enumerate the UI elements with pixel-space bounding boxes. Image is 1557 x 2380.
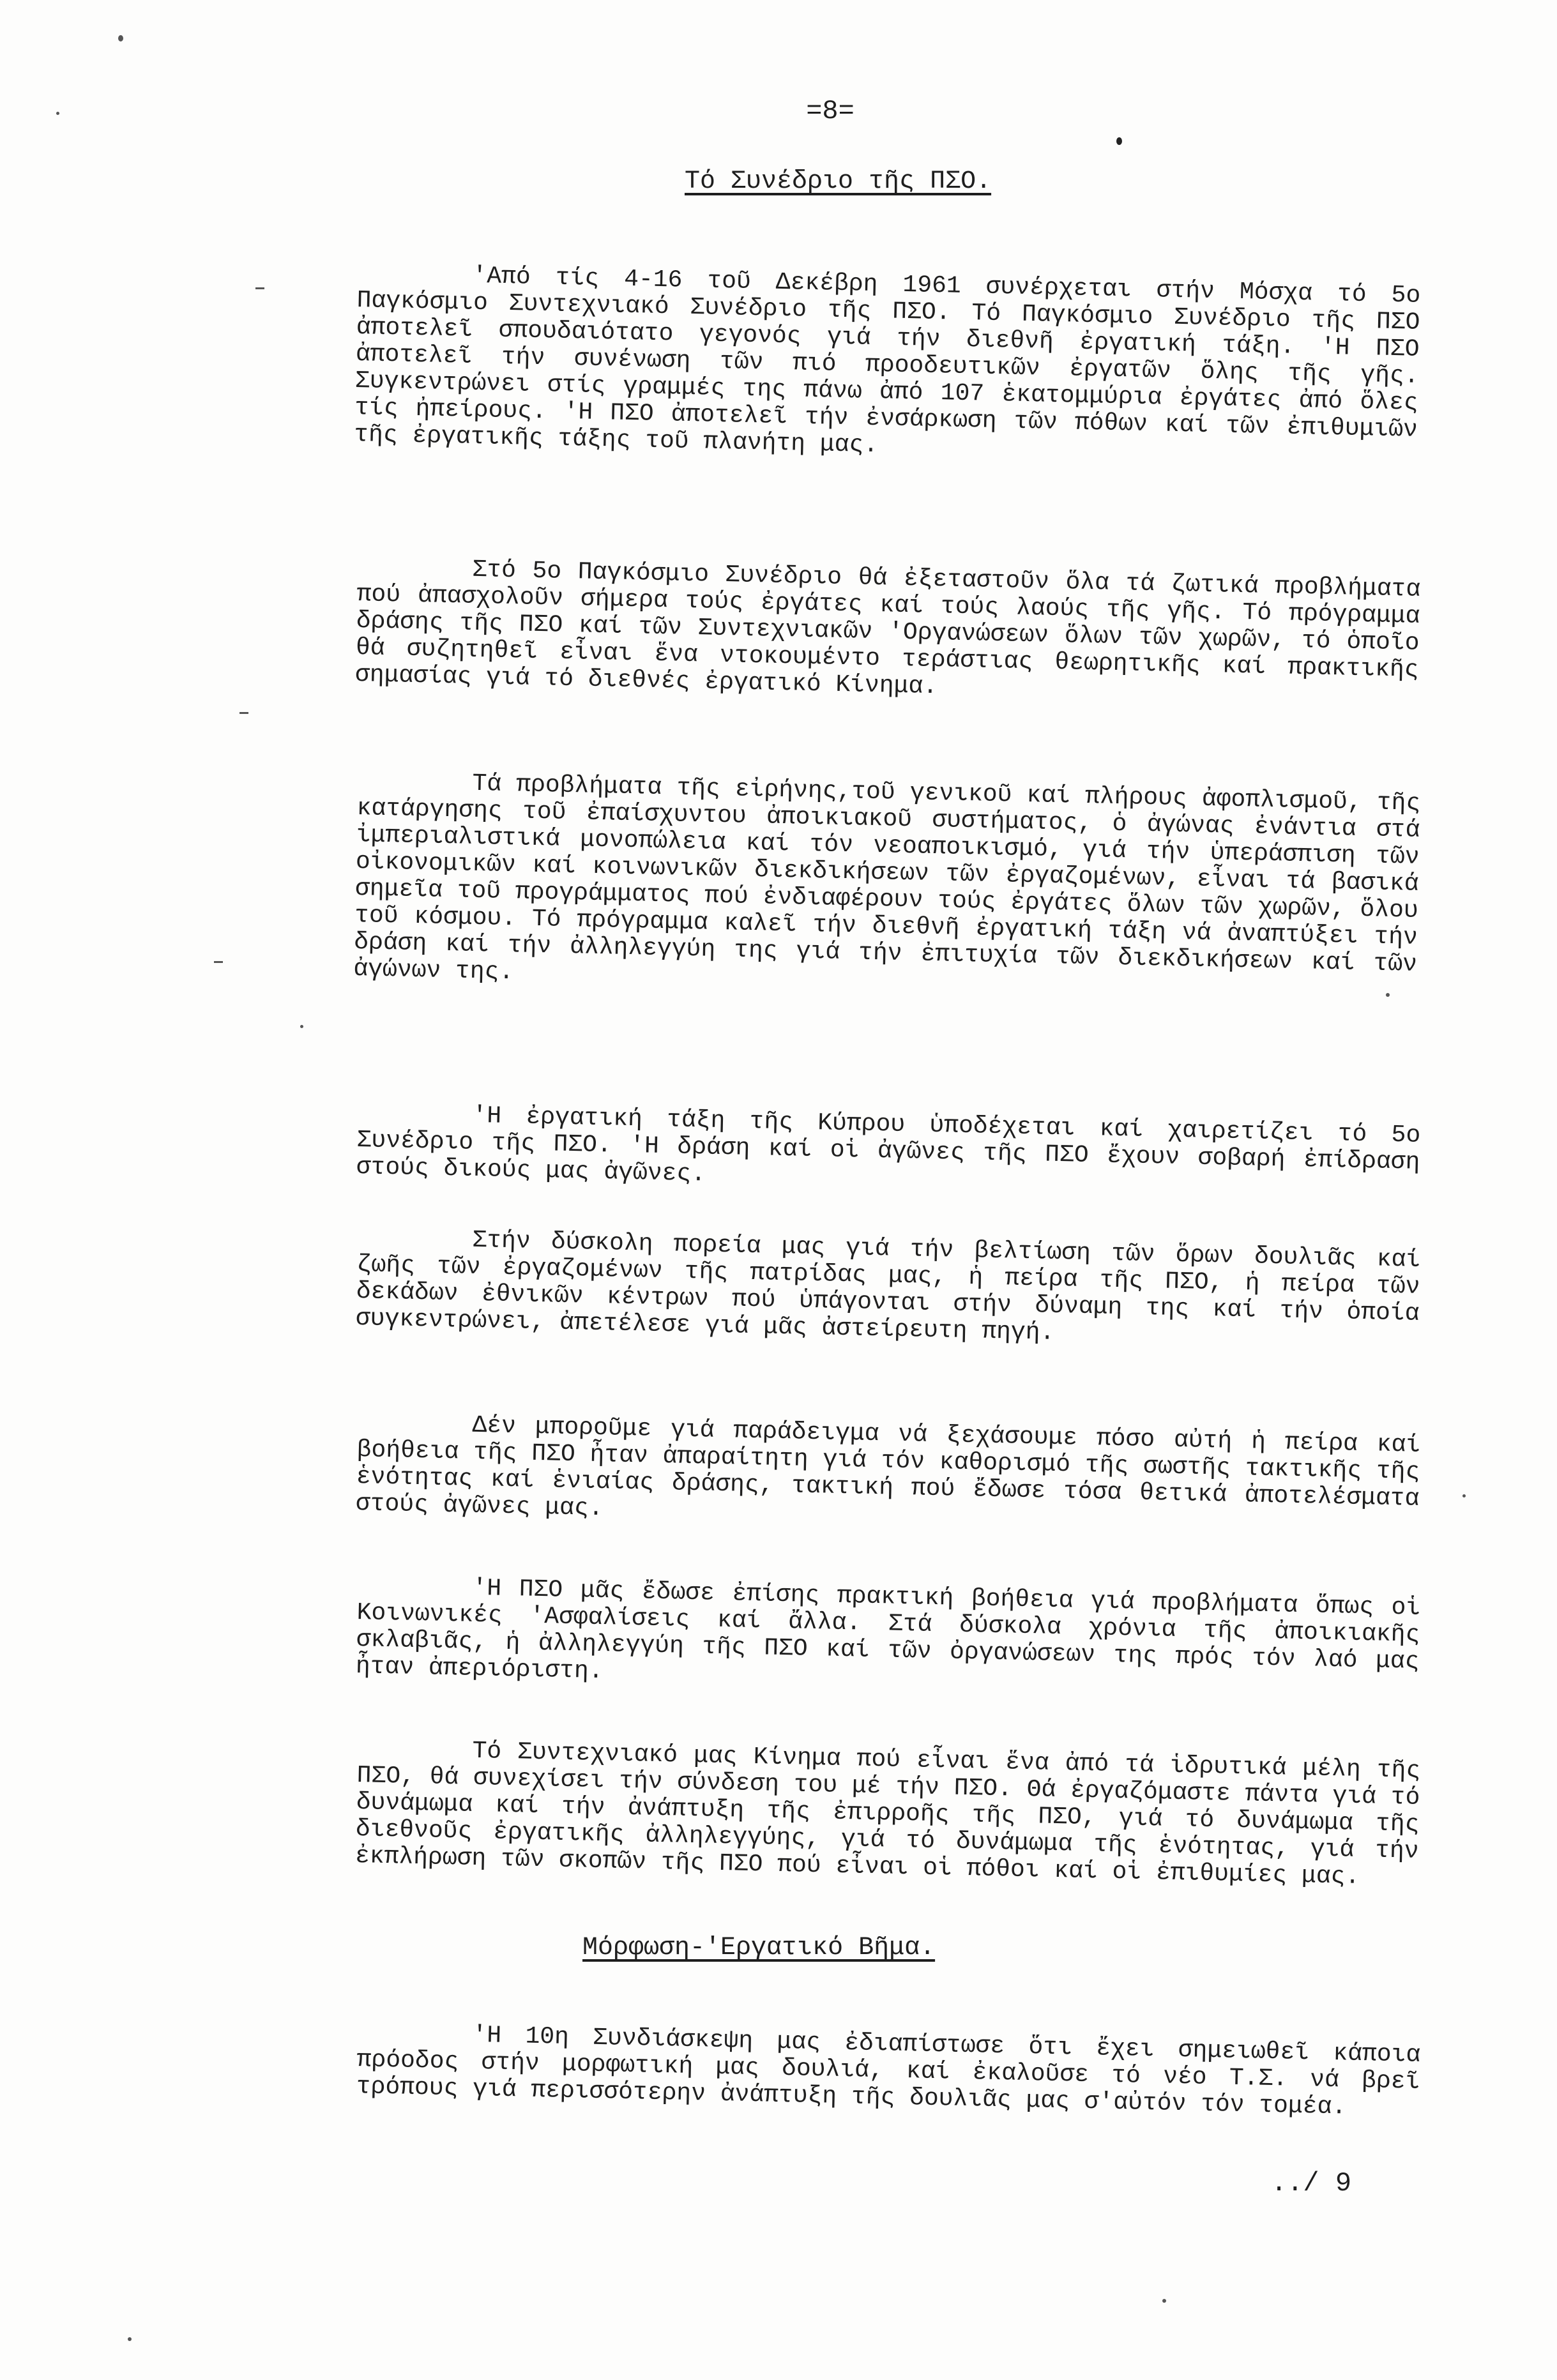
margin-mark [255, 287, 264, 289]
paragraph: Στό 5ο Παγκόσμιο Συνέδριο θά ἐξεταστοῦν ὅλα τά ζωτικά προβλήματα πού ἀπασχολοῦν σήμερα τούς ἐργάτες καί τούς λαούς τῆς γῆς. Τό πρόγραμμα δράσης τῆς ΠΣΟ καί τῶν Συντεχνιακῶν 'Οργανώσεων ὅλων τῶν χωρῶν, τό ὁποῖο θά συζητηθεῖ εἶναι ἕνα ντοκουμέντο τεράστιας θεωρητικῆς καί πρακτικῆς σημασίας γιά τό διεθνές ἐργατικό Κίνημα. [354, 556, 1421, 701]
scan-speck [1116, 137, 1122, 145]
paragraph: Τό Συντεχνιακό μας Κίνημα πού εἶναι ἕνα ἀπό τά ἱδρυτικά μέλη τῆς ΠΣΟ, θά συνεχίσει τήν σύνδεση του μέ τήν ΠΣΟ. Θά ἐργαζόμαστε πάντα γιά τό δυνάμωμα καί τήν ἀνάπτυξη τῆς ἐπιρροῆς τῆς ΠΣΟ, γιά τό δυνάμωμα τῆς διεθνοῦς ἐργατικῆς ἀλληλεγγύης, γιά τό δυνάμωμα τῆς ἑνότητας, γιά τήν ἐκπλήρωση τῶν σκοπῶν τῆς ΠΣΟ πού εἶναι οἱ πόθοι καί οἱ ἐπιθυμίες μας. [354, 1737, 1421, 1891]
scan-speck [1162, 2299, 1166, 2303]
paragraph: 'Η 10η Συνδιάσκεψη μας ἐδιαπίστωσε ὅτι ἔχει σημειωθεῖ κάποια πρόοδος στήν μορφωτική μας δουλιά, καί ἐκαλοῦσε τό νέο Τ.Σ. νά βρεῖ τρόπους γιά περισσότερην ἀνάπτυξη τῆς δουλιᾶς μας σ'αὐτόν τόν τομέα. [356, 2021, 1421, 2121]
scan-speck [300, 1025, 303, 1028]
page-number: =8= [806, 96, 854, 126]
section-title: Μόρφωση-'Εργατικό Βῆμα. [582, 1934, 936, 1962]
scan-speck [128, 2337, 132, 2341]
paragraph: 'Η ΠΣΟ μᾶς ἔδωσε ἐπίσης πρακτική βοήθεια γιά προβλήματα ὅπως οἱ Κοινωνικές 'Ασφαλίσεις καί ἄλλα. Στά δύσκολα χρόνια τῆς ἀποικιακῆς σκλαβιᾶς, ἡ ἀλληλεγγύη τῆς ΠΣΟ καί τῶν ὀργανώσεων της πρός τόν λαό μας ἦταν ἀπεριόριστη. [355, 1574, 1421, 1686]
margin-mark [214, 961, 223, 963]
scan-speck [118, 35, 123, 42]
scan-speck [1462, 1494, 1466, 1497]
paragraph: Δέν μποροῦμε γιά παράδειγμα νά ξεχάσουμε πόσο αὐτή ἡ πείρα καί βοήθεια τῆς ΠΣΟ ἦταν ἀπαραίτητη γιά τόν καθορισμό τῆς σωστῆς τακτικῆς τῆς ἑνότητας καί ἑνιαίας δράσης, τακτική πού ἔδωσε τόσα θετικά ἀποτελέσματα στούς ἀγῶνες μας. [355, 1411, 1421, 1523]
paragraph: 'Από τίς 4-16 τοῦ Δεκέβρη 1961 συνέρχεται στήν Μόσχα τό 5ο Παγκόσμιο Συντεχνιακό Συνέδριο τῆς ΠΣΟ. Τό Παγκόσμιο Συνέδριο τῆς ΠΣΟ ἀποτελεῖ σπουδαιότατο γεγονός γιά τήν διεθνῆ ἐργατική τάξη. 'Η ΠΣΟ ἀποτελεῖ τήν συνένωση τῶν πιό προοδευτικῶν ἐργατῶν ὅλης τῆς γῆς. Συγκεντρώνει στίς γραμμές της πάνω ἀπό 107 ἑκατομμύρια ἐργάτες ἀπό ὅλες τίς ἠπείρους. 'Η ΠΣΟ ἀποτελεῖ τήν ἐνσάρκωση τῶν πόθων καί τῶν ἐπιθυμιῶν τῆς ἐργατικῆς τάξης τοῦ πλανήτη μας. [353, 262, 1421, 460]
section-title: Τό Συνέδριο τῆς ΠΣΟ. [685, 167, 992, 196]
margin-mark [239, 712, 248, 714]
continuation-marker: ../ 9 [1271, 2168, 1352, 2199]
paragraph: Στήν δύσκολη πορεία μας γιά τήν βελτίωση τῶν ὅρων δουλιᾶς καί ζωῆς τῶν ἐργαζομένων τῆς πατρίδας μας, ἡ πείρα τῆς ΠΣΟ, ἡ πείρα τῶν δεκάδων ἐθνικῶν κέντρων πού ὑπάγονται στήν δύναμη της καί τήν ὁποία συγκεντρώνει, ἀπετέλεσε γιά μᾶς ἀστείρευτη πηγή. [355, 1226, 1421, 1347]
scan-speck [56, 112, 59, 115]
paragraph: 'Η ἐργατική τάξη τῆς Κύπρου ὑποδέχεται καί χαιρετίζει τό 5ο Συνέδριο τῆς ΠΣΟ. 'Η δράση καί οἱ ἀγῶνες τῆς ΠΣΟ ἔχουν σοβαρή ἐπίδραση στούς δικούς μας ἀγῶνες. [356, 1102, 1421, 1188]
paragraph: Τά προβλήματα τῆς εἰρήνης,τοῦ γενικοῦ καί πλήρους ἀφοπλισμοῦ, τῆς κατάργησης τοῦ ἐπαίσχυντου ἀποικιακοῦ συστήματος, ὁ ἀγώνας ἐνάντια στά ἰμπεριαλιστικά μονοπώλεια καί τόν νεοαποικισμό, γιά τήν ὑπεράσπιση τῶν οἰκονομικῶν καί κοινωνικῶν διεκδικήσεων τῶν ἐργαζομένων, εἶναι τά βασικά σημεῖα τοῦ προγράμματος πού ἐνδιαφέρουν τούς ἐργάτες ὅλων τῶν χωρῶν, ὅλου τοῦ κόσμου. Τό πρόγραμμα καλεῖ τήν διεθνῆ ἐργατική τάξη νά ἀναπτύξει τήν δράση καί τήν ἀλληλεγγύη της γιά τήν ἐπιτυχία τῶν διεκδικήσεων καί τῶν ἀγώνων της. [353, 769, 1421, 987]
